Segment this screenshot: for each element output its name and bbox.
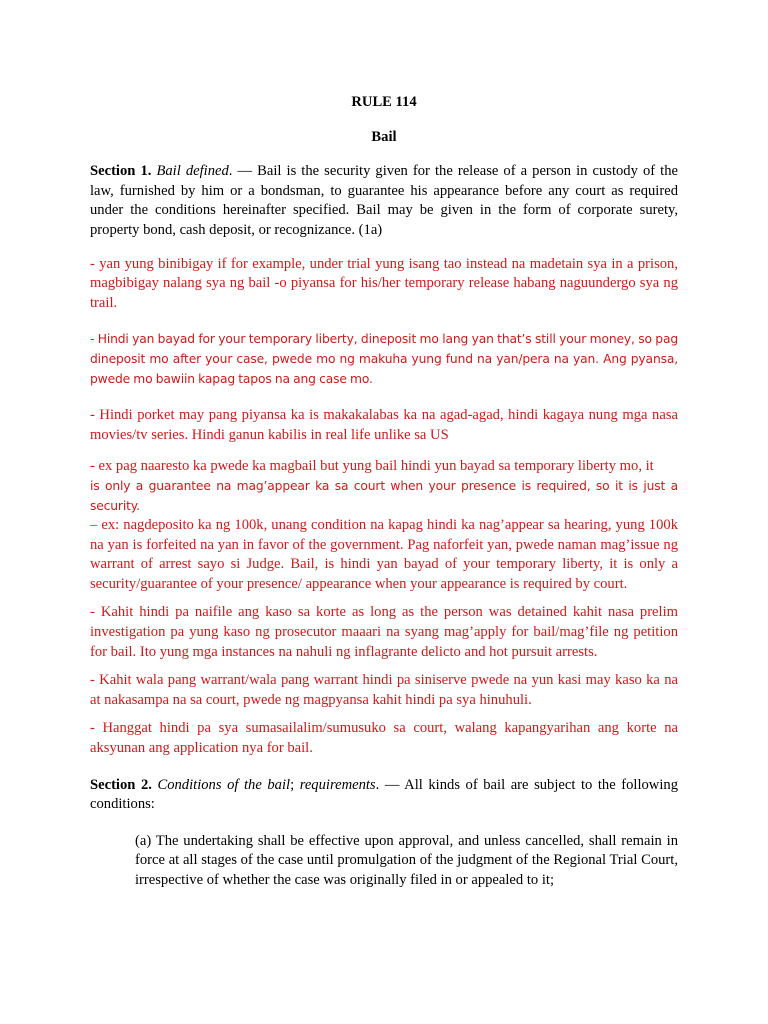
- note-4: [90, 457, 678, 594]
- note-6: - Kahit wala pang warrant/wala pang warrant hindi pa siniserve pwede na yun kasi may kaso ka na at nakasampa na sa court, pwede ng magpyansa kahit hindi pa sya hinuhuli.: [90, 672, 678, 708]
- note-4-line-1: - ex pag naaresto ka pwede ka magbail but yung bail hindi yun bayad sa temporary liberty mo, it: [90, 458, 654, 475]
- section-1-paragraph: [90, 162, 678, 240]
- rule-title: RULE 114: [351, 94, 417, 110]
- section-2-caption-b: requirements: [299, 776, 376, 793]
- note-3: - Hindi porket may pang piyansa ka is makakalabas ka na agad-agad, hindi kagaya nung mga nasa movies/tv series. Hindi ganun kabilis in real life unlike sa US: [90, 407, 678, 443]
- section-2-text: . — All kinds of bail are subject to the following conditions:: [90, 776, 678, 813]
- note-4-rest: – ex: nagdeposito ka ng 100k, unang condition na kapag hindi ka nag’appear sa hearing, yung 100k na yan is forfeited na yan in favor of the government. Pag naforfeit yan, pwede naman mag’issue ng warrant of arrest sayo si Judge. Bail, is hindi yan bayad of your temporary liberty, it is only a security/guarantee of your presence/ appearance when your appearance is required by court.: [90, 517, 678, 592]
- document-page: [90, 88, 678, 905]
- section-1-text: . — Bail is the security given for the release of a person in custody of the law, furnished by him or a bondsman, to guarantee his appearance before any court as required under the conditions hereinafter specified. Bail may be given in the form of corporate surety, property bond, cash deposit, or recognizance. (1a): [90, 163, 678, 238]
- condition-item-a: (a) The undertaking shall be effective upon approval, and unless cancelled, shall remain in force at all stages of the case until promulgation of the judgment of the Regional Trial Court, irrespective of whether the case was originally filed in or appealed to it;: [135, 832, 678, 888]
- note-7: - Hanggat hindi pa sya sumasailalim/sumusuko sa court, walang kapangyarihan ang korte na aksyunan ang application nya for bail.: [90, 720, 678, 757]
- note-2: - Hindi yan bayad for your temporary liberty, dineposit mo lang yan that’s still your money, so pag dineposit mo after your case, pwede mo ng makuha yung fund na yan/pera na yan. Ang pyansa, pwede mo bawiin kapag tapos na ang case mo.: [90, 332, 678, 386]
- section-2-heading: Section 2.: [90, 776, 152, 793]
- section-2-caption-a: Conditions of the bail: [157, 776, 291, 793]
- section-1-caption: Bail defined: [156, 163, 229, 180]
- note-5: - Kahit hindi pa naifile ang kaso sa korte as long as the person was detained kahit nasa prelim investigation pa yung kaso ng prosecutor maaari na syang mag’apply for bail/mag’file ng petition for bail. Ito yung mga instances na nahuli ng inflagrante delicto and hot pursuit arrests.: [90, 604, 678, 660]
- note-1: - yan yung binibigay if for example, under trial yung isang tao instead na madetain sya in a prison, magbibigay nalang sya ng bail -o piyansa for his/her temporary release habang naguundergo sya ng trail.: [90, 255, 678, 311]
- note-4-line-2: is only a guarantee na mag’appear ka sa court when your presence is required, so it is just a security.: [90, 478, 678, 513]
- section-1-heading: Section 1.: [90, 163, 152, 180]
- subject-title: Bail: [371, 128, 397, 145]
- section-2-paragraph: [90, 776, 678, 815]
- section-2-separator: ;: [290, 776, 300, 793]
